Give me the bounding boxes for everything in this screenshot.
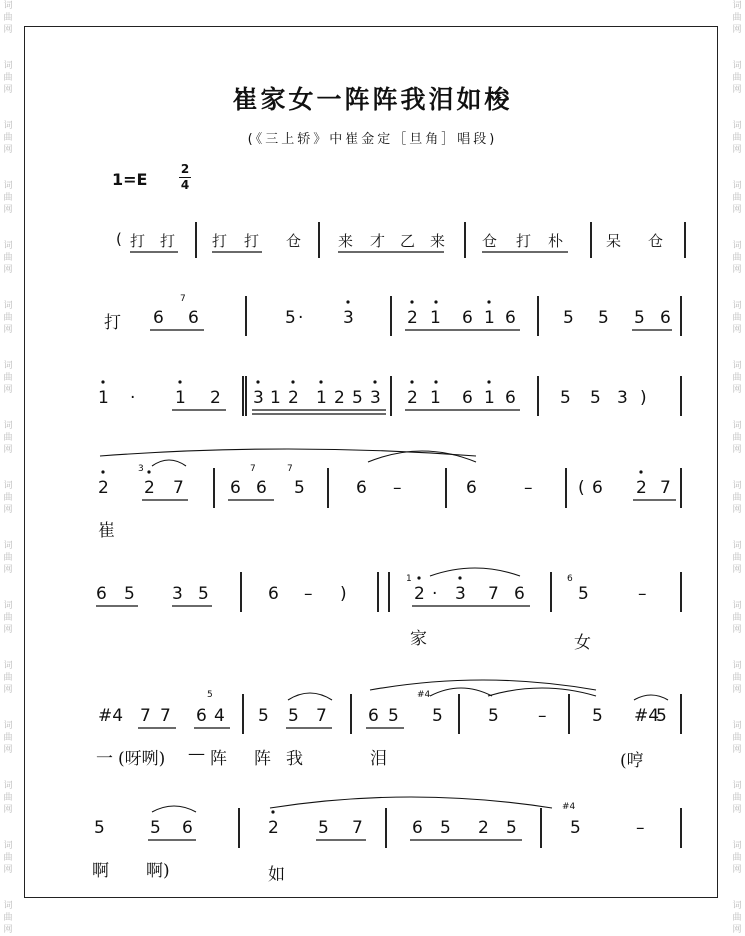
watermark-char: 网 — [3, 505, 13, 515]
octave-dot — [101, 470, 104, 473]
jianpu-note: – — [638, 584, 647, 604]
grace-note: 7 — [180, 294, 186, 304]
watermark-char: 词 — [732, 1, 742, 11]
jianpu-note: 5 — [288, 706, 299, 726]
watermark-char: 词 — [3, 121, 13, 131]
jianpu-note: 5 — [506, 818, 517, 838]
watermark-char: 曲 — [3, 793, 13, 803]
jianpu-note: 6 — [256, 478, 267, 498]
watermark-char: 网 — [3, 205, 13, 215]
jianpu-note: 5 — [124, 584, 135, 604]
watermark-char: 曲 — [732, 313, 742, 323]
watermark-char: 词 — [3, 541, 13, 551]
jianpu-note: 5 — [634, 308, 645, 328]
jianpu-note: 3 — [343, 308, 354, 328]
jianpu-note: 3 — [253, 388, 264, 408]
watermark-char: 词 — [3, 301, 13, 311]
slur — [370, 680, 596, 690]
watermark-char: 网 — [732, 385, 742, 395]
percussion-syllable: 仓 — [648, 232, 664, 250]
percussion-syllable: 打 — [212, 232, 228, 250]
octave-dot — [410, 300, 413, 303]
octave-dot — [178, 380, 181, 383]
jianpu-note: 6 — [462, 388, 473, 408]
percussion-syllable: 才 — [370, 232, 386, 250]
grace-note: #4 — [417, 690, 431, 700]
time-denominator: 4 — [180, 178, 190, 192]
watermark-char: 词 — [732, 721, 742, 731]
jianpu-note: 3 — [370, 388, 381, 408]
jianpu-note: 7 — [173, 478, 184, 498]
jianpu-note: 5 — [150, 818, 161, 838]
watermark-char: 曲 — [732, 913, 742, 923]
jianpu-note: 7 — [316, 706, 327, 726]
watermark-char: 词 — [732, 601, 742, 611]
watermark-char: 词 — [732, 61, 742, 71]
watermark-char: 词 — [3, 61, 13, 71]
watermark-char: 网 — [732, 805, 742, 815]
percussion-syllable: 仓 — [286, 232, 302, 250]
watermark-char: 网 — [732, 205, 742, 215]
watermark-char: 曲 — [732, 433, 742, 443]
percussion-syllable: 乙 — [400, 232, 416, 250]
jianpu-note: – — [393, 478, 402, 498]
jianpu-note: 1 — [484, 388, 495, 408]
octave-dot — [291, 380, 294, 383]
jianpu-note: 5 — [590, 388, 601, 408]
watermark-char: 词 — [732, 181, 742, 191]
watermark-char: 网 — [732, 925, 742, 935]
octave-dot — [373, 380, 376, 383]
jianpu-note: 1 — [484, 308, 495, 328]
jianpu-note: 5 — [570, 818, 581, 838]
jianpu-note: 5 — [294, 478, 305, 498]
slur — [488, 688, 596, 696]
watermark-char: 曲 — [732, 133, 742, 143]
watermark-char: 词 — [732, 241, 742, 251]
watermark-char: 网 — [3, 565, 13, 575]
lyric-syllable: 啊 — [92, 861, 109, 881]
jianpu-note: 6 — [505, 388, 516, 408]
jianpu-note: 5 — [578, 584, 589, 604]
slur — [100, 449, 476, 456]
jianpu-note: 6 — [96, 584, 107, 604]
percussion-syllable: 仓 — [482, 232, 498, 250]
jianpu-note: 4 — [214, 706, 225, 726]
song-title: 崔家女一阵阵我泪如梭 — [232, 85, 513, 114]
jianpu-note: 5 — [488, 706, 499, 726]
watermark-char: 曲 — [3, 433, 13, 443]
lyric-syllable: 阵 — [254, 749, 271, 769]
percussion-syllable: 打 — [516, 232, 532, 250]
grace-note: 1 — [406, 574, 412, 584]
jianpu-note: 2 — [268, 818, 279, 838]
jianpu-note: 5 — [656, 706, 667, 726]
jianpu-note: 6 — [356, 478, 367, 498]
time-numerator: 2 — [180, 162, 190, 176]
jianpu-note: 2 — [407, 388, 418, 408]
watermark-char: 词 — [3, 421, 13, 431]
watermark-char: 网 — [3, 25, 13, 35]
jianpu-note: 1 — [270, 388, 281, 408]
watermark-char: 词 — [3, 241, 13, 251]
jianpu-note: 5 — [563, 308, 574, 328]
watermark-char: 网 — [732, 745, 742, 755]
jianpu-note: ) — [640, 388, 647, 408]
watermark-char: 网 — [3, 925, 13, 935]
jianpu-note: 5 — [198, 584, 209, 604]
lyric-syllable: 阵 — [210, 749, 227, 769]
watermark-char: 词 — [3, 721, 13, 731]
octave-dot — [639, 470, 642, 473]
watermark-char: 词 — [3, 601, 13, 611]
percussion-syllable: ( — [116, 230, 122, 248]
percussion-syllable: 呆 — [606, 232, 622, 250]
jianpu-note: 1 — [430, 308, 441, 328]
watermark-char: 曲 — [3, 733, 13, 743]
jianpu-note: · — [298, 308, 304, 328]
octave-dot — [346, 300, 349, 303]
jianpu-note: 6 — [466, 478, 477, 498]
jianpu-note: 5 — [94, 818, 105, 838]
jianpu-note: 7 — [160, 706, 171, 726]
watermark-char: 曲 — [732, 373, 742, 383]
jianpu-note: 6 — [592, 478, 603, 498]
jianpu-note: – — [538, 706, 547, 726]
watermark-char: 词 — [732, 901, 742, 911]
jianpu-note: 6 — [660, 308, 671, 328]
watermark-char: 词 — [732, 481, 742, 491]
percussion-syllable: 打 — [160, 232, 176, 250]
watermark-char: 曲 — [732, 553, 742, 563]
watermark-char: 曲 — [3, 493, 13, 503]
watermark-char: 网 — [3, 865, 13, 875]
jianpu-note: 6 — [230, 478, 241, 498]
octave-dot — [487, 300, 490, 303]
jianpu-note: 6 — [514, 584, 525, 604]
octave-dot — [319, 380, 322, 383]
watermark-char: 网 — [3, 325, 13, 335]
lyric-syllable: (哼 — [620, 751, 644, 771]
watermark-char: 网 — [732, 505, 742, 515]
watermark-char: 词 — [732, 661, 742, 671]
watermark-char: 曲 — [732, 193, 742, 203]
watermark-char: 网 — [732, 265, 742, 275]
watermark-char: 曲 — [732, 613, 742, 623]
jianpu-note: 5 — [352, 388, 363, 408]
jianpu-note: 7 — [140, 706, 151, 726]
watermark-char: 曲 — [3, 253, 13, 263]
watermark-char: 网 — [3, 265, 13, 275]
watermark-char: 词 — [3, 181, 13, 191]
slur — [270, 797, 552, 808]
watermark-char: 词 — [732, 301, 742, 311]
watermark-char: 网 — [3, 145, 13, 155]
watermark-char: 曲 — [3, 13, 13, 23]
jianpu-note: 3 — [455, 584, 466, 604]
watermark-char: 网 — [3, 685, 13, 695]
grace-note: 3 — [138, 464, 144, 474]
slur — [152, 460, 186, 466]
watermark-char: 曲 — [3, 853, 13, 863]
watermark-char: 曲 — [732, 793, 742, 803]
jianpu-note: 6 — [196, 706, 207, 726]
jianpu-note: · — [432, 584, 438, 604]
watermark-char: 词 — [732, 361, 742, 371]
watermark-char: 网 — [3, 745, 13, 755]
watermark-char: 曲 — [3, 193, 13, 203]
watermark-char: 曲 — [3, 553, 13, 563]
jianpu-note: – — [524, 478, 533, 498]
octave-dot — [434, 380, 437, 383]
watermark-char: 曲 — [3, 673, 13, 683]
lyric-syllable: 如 — [268, 865, 285, 885]
jianpu-note: 5 — [598, 308, 609, 328]
lyric-syllable: 泪 — [370, 749, 387, 769]
jianpu-note: – — [636, 818, 645, 838]
jianpu-note: 5 — [318, 818, 329, 838]
octave-dot — [410, 380, 413, 383]
percussion-syllable: 打 — [130, 232, 146, 250]
lyric-syllable: 崔 — [98, 521, 115, 541]
jianpu-note: 2 — [288, 388, 299, 408]
watermark-char: 网 — [3, 385, 13, 395]
watermark-char: 词 — [3, 841, 13, 851]
watermark-char: 网 — [3, 85, 13, 95]
watermark-char: 网 — [732, 565, 742, 575]
watermark-char: 曲 — [732, 493, 742, 503]
lyric-syllable: 女 — [574, 633, 591, 653]
lyric-syllable: (呀咧) — [118, 749, 166, 769]
watermark-char: 词 — [732, 121, 742, 131]
octave-dot — [458, 576, 461, 579]
watermark-char: 网 — [3, 625, 13, 635]
jianpu-note: 6 — [268, 584, 279, 604]
jianpu-note: 1 — [98, 388, 109, 408]
jianpu-note: 6 — [368, 706, 379, 726]
jianpu-note: 3 — [172, 584, 183, 604]
watermark-char: 曲 — [732, 853, 742, 863]
jianpu-note: 2 — [636, 478, 647, 498]
slur — [430, 688, 492, 696]
watermark-char: 词 — [732, 781, 742, 791]
jianpu-note: 5 — [258, 706, 269, 726]
grace-note: 7 — [250, 464, 256, 474]
octave-dot — [101, 380, 104, 383]
jianpu-note: 7 — [660, 478, 671, 498]
grace-note: 6 — [567, 574, 573, 584]
watermark-char: 网 — [732, 25, 742, 35]
watermark-char: 曲 — [732, 253, 742, 263]
slur — [288, 693, 332, 700]
watermark-char: 网 — [732, 685, 742, 695]
jianpu-note: 7 — [352, 818, 363, 838]
jianpu-note: · — [130, 388, 136, 408]
lyric-syllable: 一 — [96, 749, 113, 769]
octave-dot — [487, 380, 490, 383]
jianpu-note: 2 — [144, 478, 155, 498]
grace-note: 5 — [207, 690, 213, 700]
percussion-syllable: 来 — [430, 232, 446, 250]
watermark-char: 词 — [732, 541, 742, 551]
watermark-char: 曲 — [732, 733, 742, 743]
octave-dot — [417, 576, 420, 579]
jianpu-note: 5 — [285, 308, 296, 328]
watermark-char: 网 — [3, 805, 13, 815]
lyric-syllable: 我 — [286, 749, 303, 769]
octave-dot — [256, 380, 259, 383]
octave-dot — [434, 300, 437, 303]
jianpu-note: #4 — [98, 706, 124, 726]
watermark-char: 曲 — [732, 673, 742, 683]
watermark-char: 曲 — [3, 133, 13, 143]
watermark-char: 词 — [3, 661, 13, 671]
watermark-char: 曲 — [3, 913, 13, 923]
lyric-syllable: — — [188, 744, 205, 764]
watermark-char: 网 — [732, 145, 742, 155]
jianpu-note: 5 — [388, 706, 399, 726]
percussion-syllable: 打 — [244, 232, 260, 250]
watermark-char: 曲 — [3, 373, 13, 383]
slur — [152, 806, 196, 812]
watermark-char: 网 — [732, 325, 742, 335]
jianpu-note: 2 — [407, 308, 418, 328]
jianpu-note: 5 — [440, 818, 451, 838]
jianpu-note: 1 — [175, 388, 186, 408]
octave-dot — [271, 810, 274, 813]
octave-dot — [147, 470, 150, 473]
watermark-char: 词 — [3, 361, 13, 371]
jianpu-note: 5 — [432, 706, 443, 726]
percussion-syllable: 朴 — [548, 232, 564, 250]
watermark-char: 词 — [732, 421, 742, 431]
lyric-syllable: 啊) — [146, 861, 170, 881]
watermark-char: 词 — [3, 781, 13, 791]
jianpu-note: 5 — [592, 706, 603, 726]
jianpu-note: 2 — [414, 584, 425, 604]
grace-note: 7 — [287, 464, 293, 474]
jianpu-note: 3 — [617, 388, 628, 408]
jianpu-note: 打 — [104, 313, 121, 333]
watermark-char: 词 — [3, 481, 13, 491]
lyric-syllable: 家 — [410, 629, 427, 649]
jianpu-note: 2 — [98, 478, 109, 498]
jianpu-note: 5 — [560, 388, 571, 408]
jianpu-note: 6 — [182, 818, 193, 838]
watermark-char: 网 — [732, 85, 742, 95]
jianpu-note: 1 — [316, 388, 327, 408]
jianpu-note: 6 — [412, 818, 423, 838]
jianpu-note: 6 — [188, 308, 199, 328]
jianpu-note: 6 — [505, 308, 516, 328]
jianpu-note: 7 — [488, 584, 499, 604]
watermark-char: 网 — [3, 445, 13, 455]
jianpu-note: 2 — [210, 388, 221, 408]
song-subtitle: (《三上轿》中崔金定［旦角］唱段) — [247, 132, 498, 147]
watermark-char: 网 — [732, 625, 742, 635]
jianpu-note: ( — [578, 478, 585, 498]
jianpu-note: 6 — [462, 308, 473, 328]
watermark-char: 曲 — [732, 73, 742, 83]
jianpu-note: ) — [340, 584, 347, 604]
watermark-char: 网 — [732, 865, 742, 875]
watermark-char: 曲 — [3, 73, 13, 83]
watermark-char: 曲 — [3, 313, 13, 323]
key-signature: 1=E — [112, 170, 148, 189]
jianpu-note: 1 — [430, 388, 441, 408]
watermark-char: 曲 — [3, 613, 13, 623]
slur — [430, 568, 520, 576]
watermark-char: 词 — [732, 841, 742, 851]
jianpu-note: 2 — [478, 818, 489, 838]
jianpu-note: 2 — [334, 388, 345, 408]
jianpu-note: – — [304, 584, 313, 604]
jianpu-note: #4 — [634, 706, 660, 726]
slur — [634, 695, 668, 700]
watermark-char: 词 — [3, 1, 13, 11]
grace-note: #4 — [562, 802, 576, 812]
jianpu-note: 6 — [153, 308, 164, 328]
watermark-char: 曲 — [732, 13, 742, 23]
watermark-char: 词 — [3, 901, 13, 911]
percussion-syllable: 来 — [338, 232, 354, 250]
watermark-char: 网 — [732, 445, 742, 455]
